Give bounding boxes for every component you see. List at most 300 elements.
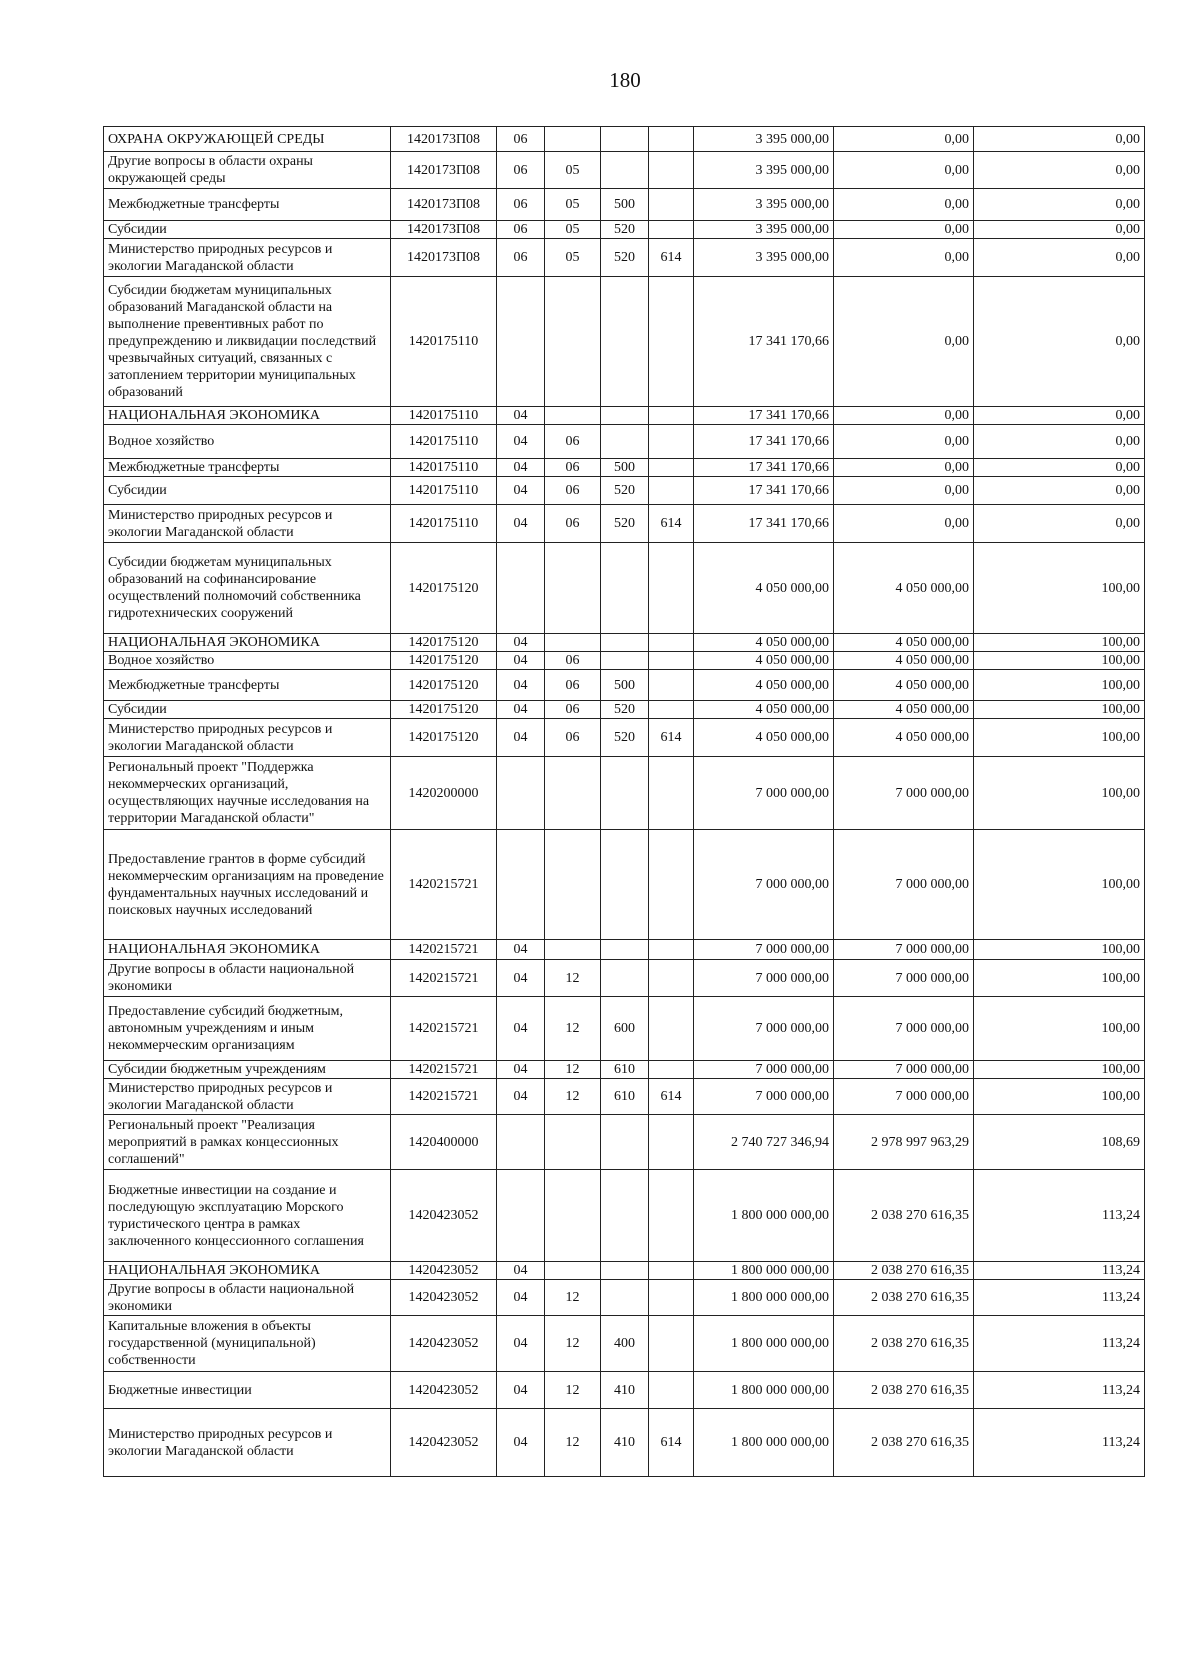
- executed-amount: 4 050 000,00: [834, 634, 974, 652]
- row-name: НАЦИОНАЛЬНАЯ ЭКОНОМИКА: [104, 407, 391, 425]
- table-row: [104, 152, 1145, 189]
- administrator-code: 614: [649, 1079, 694, 1115]
- planned-amount: 3 395 000,00: [694, 239, 834, 277]
- execution-percent: 113,24: [974, 1262, 1145, 1280]
- target-code: 1420215721: [391, 960, 497, 997]
- executed-amount: 0,00: [834, 477, 974, 505]
- section-code: 04: [497, 652, 545, 670]
- section-code: 04: [497, 1409, 545, 1477]
- row-name: Предоставление субсидий бюджетным, автономным учреждениям и иным некоммерческим организациям: [104, 997, 391, 1061]
- administrator-code: [649, 830, 694, 940]
- execution-percent: 100,00: [974, 701, 1145, 719]
- administrator-code: 614: [649, 719, 694, 757]
- expense-type-code: [601, 757, 649, 830]
- subsection-code: 12: [545, 1409, 601, 1477]
- executed-amount: 0,00: [834, 221, 974, 239]
- expense-type-code: [601, 1115, 649, 1170]
- administrator-code: [649, 1170, 694, 1262]
- row-name: Другие вопросы в области национальной экономики: [104, 960, 391, 997]
- table-row: [104, 701, 1145, 719]
- row-name: НАЦИОНАЛЬНАЯ ЭКОНОМИКА: [104, 940, 391, 960]
- administrator-code: [649, 940, 694, 960]
- executed-amount: 0,00: [834, 459, 974, 477]
- executed-amount: 7 000 000,00: [834, 940, 974, 960]
- executed-amount: 4 050 000,00: [834, 670, 974, 701]
- execution-percent: 100,00: [974, 670, 1145, 701]
- planned-amount: 4 050 000,00: [694, 634, 834, 652]
- administrator-code: [649, 407, 694, 425]
- row-name: Министерство природных ресурсов и экологии Магаданской области: [104, 239, 391, 277]
- target-code: 1420175110: [391, 459, 497, 477]
- subsection-code: 06: [545, 701, 601, 719]
- subsection-code: 06: [545, 719, 601, 757]
- planned-amount: 1 800 000 000,00: [694, 1170, 834, 1262]
- execution-percent: 100,00: [974, 830, 1145, 940]
- target-code: 1420173П08: [391, 152, 497, 189]
- planned-amount: 7 000 000,00: [694, 997, 834, 1061]
- target-code: 1420423052: [391, 1316, 497, 1372]
- row-name: Субсидии: [104, 701, 391, 719]
- section-code: [497, 277, 545, 407]
- section-code: 04: [497, 459, 545, 477]
- section-code: [497, 1115, 545, 1170]
- planned-amount: 4 050 000,00: [694, 670, 834, 701]
- section-code: 04: [497, 407, 545, 425]
- section-code: 06: [497, 127, 545, 152]
- row-name: Субсидии: [104, 221, 391, 239]
- target-code: 1420175110: [391, 407, 497, 425]
- subsection-code: 12: [545, 1079, 601, 1115]
- expense-type-code: [601, 407, 649, 425]
- subsection-code: [545, 407, 601, 425]
- table-row: [104, 1115, 1145, 1170]
- table-row: [104, 757, 1145, 830]
- expense-type-code: 400: [601, 1316, 649, 1372]
- subsection-code: 06: [545, 505, 601, 543]
- target-code: 1420423052: [391, 1409, 497, 1477]
- expense-type-code: [601, 940, 649, 960]
- expense-type-code: 600: [601, 997, 649, 1061]
- target-code: 1420215721: [391, 830, 497, 940]
- table-row: [104, 940, 1145, 960]
- expense-type-code: 500: [601, 670, 649, 701]
- section-code: 04: [497, 960, 545, 997]
- subsection-code: 06: [545, 670, 601, 701]
- section-code: 06: [497, 239, 545, 277]
- planned-amount: 1 800 000 000,00: [694, 1280, 834, 1316]
- administrator-code: [649, 425, 694, 459]
- expense-type-code: 500: [601, 459, 649, 477]
- row-name: Межбюджетные трансферты: [104, 189, 391, 221]
- target-code: 1420175120: [391, 543, 497, 634]
- expense-type-code: [601, 960, 649, 997]
- execution-percent: 108,69: [974, 1115, 1145, 1170]
- subsection-code: 05: [545, 189, 601, 221]
- target-code: 1420175120: [391, 634, 497, 652]
- planned-amount: 7 000 000,00: [694, 960, 834, 997]
- row-name: Министерство природных ресурсов и экологии Магаданской области: [104, 1079, 391, 1115]
- row-name: Субсидии бюджетным учреждениям: [104, 1061, 391, 1079]
- administrator-code: [649, 634, 694, 652]
- execution-percent: 100,00: [974, 719, 1145, 757]
- target-code: 1420423052: [391, 1280, 497, 1316]
- executed-amount: 0,00: [834, 189, 974, 221]
- execution-percent: 0,00: [974, 239, 1145, 277]
- table-row: [104, 1170, 1145, 1262]
- row-name: НАЦИОНАЛЬНАЯ ЭКОНОМИКА: [104, 634, 391, 652]
- subsection-code: [545, 1115, 601, 1170]
- execution-percent: 0,00: [974, 425, 1145, 459]
- table-row: [104, 670, 1145, 701]
- section-code: 04: [497, 701, 545, 719]
- subsection-code: [545, 757, 601, 830]
- table-row: [104, 221, 1145, 239]
- administrator-code: 614: [649, 239, 694, 277]
- section-code: [497, 830, 545, 940]
- section-code: 06: [497, 221, 545, 239]
- expense-type-code: [601, 543, 649, 634]
- row-name: Другие вопросы в области национальной экономики: [104, 1280, 391, 1316]
- execution-percent: 100,00: [974, 634, 1145, 652]
- subsection-code: 06: [545, 477, 601, 505]
- planned-amount: 7 000 000,00: [694, 830, 834, 940]
- planned-amount: 1 800 000 000,00: [694, 1262, 834, 1280]
- executed-amount: 2 038 270 616,35: [834, 1262, 974, 1280]
- administrator-code: [649, 543, 694, 634]
- expense-type-code: 520: [601, 701, 649, 719]
- executed-amount: 0,00: [834, 127, 974, 152]
- planned-amount: 3 395 000,00: [694, 221, 834, 239]
- subsection-code: 05: [545, 239, 601, 277]
- planned-amount: 4 050 000,00: [694, 543, 834, 634]
- table-row: [104, 1061, 1145, 1079]
- target-code: 1420423052: [391, 1262, 497, 1280]
- section-code: 04: [497, 1316, 545, 1372]
- expense-type-code: 520: [601, 477, 649, 505]
- expense-type-code: 410: [601, 1409, 649, 1477]
- subsection-code: 12: [545, 1061, 601, 1079]
- row-name: Министерство природных ресурсов и экологии Магаданской области: [104, 505, 391, 543]
- row-name: Министерство природных ресурсов и экологии Магаданской области: [104, 1409, 391, 1477]
- planned-amount: 17 341 170,66: [694, 505, 834, 543]
- table-row: [104, 459, 1145, 477]
- administrator-code: [649, 1262, 694, 1280]
- administrator-code: [649, 1061, 694, 1079]
- planned-amount: 7 000 000,00: [694, 940, 834, 960]
- section-code: 04: [497, 1372, 545, 1409]
- table-row: [104, 652, 1145, 670]
- row-name: Бюджетные инвестиции на создание и последующую эксплуатацию Морского туристического центра в рамках заключенного концессионного соглашения: [104, 1170, 391, 1262]
- target-code: 1420175120: [391, 719, 497, 757]
- table-row: [104, 960, 1145, 997]
- execution-percent: 100,00: [974, 1079, 1145, 1115]
- expense-type-code: [601, 127, 649, 152]
- execution-percent: 113,24: [974, 1409, 1145, 1477]
- table-row: [104, 477, 1145, 505]
- administrator-code: [649, 277, 694, 407]
- section-code: 06: [497, 189, 545, 221]
- subsection-code: 12: [545, 997, 601, 1061]
- execution-percent: 113,24: [974, 1316, 1145, 1372]
- planned-amount: 17 341 170,66: [694, 425, 834, 459]
- administrator-code: 614: [649, 505, 694, 543]
- executed-amount: 0,00: [834, 407, 974, 425]
- row-name: Министерство природных ресурсов и экологии Магаданской области: [104, 719, 391, 757]
- subsection-code: [545, 277, 601, 407]
- section-code: 04: [497, 1079, 545, 1115]
- subsection-code: 06: [545, 652, 601, 670]
- row-name: Предоставление грантов в форме субсидий некоммерческим организациям на проведение фундаментальных научных исследований и поисковых научных исследований: [104, 830, 391, 940]
- target-code: 1420175110: [391, 477, 497, 505]
- execution-percent: 0,00: [974, 505, 1145, 543]
- row-name: НАЦИОНАЛЬНАЯ ЭКОНОМИКА: [104, 1262, 391, 1280]
- administrator-code: [649, 152, 694, 189]
- execution-percent: 100,00: [974, 960, 1145, 997]
- table-row: [104, 1316, 1145, 1372]
- execution-percent: 100,00: [974, 940, 1145, 960]
- table-row: [104, 1409, 1145, 1477]
- section-code: 06: [497, 152, 545, 189]
- execution-percent: 0,00: [974, 221, 1145, 239]
- expense-type-code: 500: [601, 189, 649, 221]
- target-code: 1420215721: [391, 940, 497, 960]
- executed-amount: 2 978 997 963,29: [834, 1115, 974, 1170]
- administrator-code: [649, 127, 694, 152]
- expense-type-code: [601, 634, 649, 652]
- administrator-code: [649, 477, 694, 505]
- executed-amount: 2 038 270 616,35: [834, 1280, 974, 1316]
- administrator-code: [649, 221, 694, 239]
- row-name: Межбюджетные трансферты: [104, 459, 391, 477]
- target-code: 1420215721: [391, 997, 497, 1061]
- section-code: 04: [497, 505, 545, 543]
- administrator-code: [649, 1115, 694, 1170]
- table-row: [104, 719, 1145, 757]
- table-row: [104, 239, 1145, 277]
- executed-amount: 4 050 000,00: [834, 543, 974, 634]
- planned-amount: 3 395 000,00: [694, 152, 834, 189]
- table-row: [104, 277, 1145, 407]
- executed-amount: 7 000 000,00: [834, 960, 974, 997]
- row-name: Субсидии бюджетам муниципальных образований на софинансирование осуществлений полномочий собственника гидротехнических сооружений: [104, 543, 391, 634]
- executed-amount: 7 000 000,00: [834, 757, 974, 830]
- expense-type-code: 520: [601, 239, 649, 277]
- executed-amount: 7 000 000,00: [834, 1061, 974, 1079]
- expense-type-code: 520: [601, 221, 649, 239]
- row-name: Водное хозяйство: [104, 652, 391, 670]
- planned-amount: 1 800 000 000,00: [694, 1372, 834, 1409]
- section-code: 04: [497, 1280, 545, 1316]
- execution-percent: 100,00: [974, 543, 1145, 634]
- executed-amount: 7 000 000,00: [834, 1079, 974, 1115]
- row-name: Водное хозяйство: [104, 425, 391, 459]
- administrator-code: [649, 1372, 694, 1409]
- execution-percent: 0,00: [974, 189, 1145, 221]
- execution-percent: 0,00: [974, 152, 1145, 189]
- section-code: 04: [497, 634, 545, 652]
- table-row: [104, 1372, 1145, 1409]
- target-code: 1420423052: [391, 1170, 497, 1262]
- expense-type-code: 610: [601, 1061, 649, 1079]
- planned-amount: 2 740 727 346,94: [694, 1115, 834, 1170]
- row-name: Капитальные вложения в объекты государственной (муниципальной) собственности: [104, 1316, 391, 1372]
- row-name: Региональный проект "Реализация мероприятий в рамках концессионных соглашений": [104, 1115, 391, 1170]
- target-code: 1420173П08: [391, 221, 497, 239]
- expense-type-code: [601, 652, 649, 670]
- execution-percent: 0,00: [974, 277, 1145, 407]
- row-name: Субсидии бюджетам муниципальных образований Магаданской области на выполнение превентивных работ по предупреждению и ликвидации последствий чрезвычайных ситуаций, связанных с затоплением территории муниципальных образований: [104, 277, 391, 407]
- administrator-code: [649, 459, 694, 477]
- planned-amount: 7 000 000,00: [694, 757, 834, 830]
- target-code: 1420175120: [391, 701, 497, 719]
- row-name: ОХРАНА ОКРУЖАЮЩЕЙ СРЕДЫ: [104, 127, 391, 152]
- section-code: 04: [497, 477, 545, 505]
- execution-percent: 100,00: [974, 997, 1145, 1061]
- administrator-code: [649, 997, 694, 1061]
- subsection-code: [545, 634, 601, 652]
- subsection-code: 06: [545, 459, 601, 477]
- execution-percent: 100,00: [974, 1061, 1145, 1079]
- execution-percent: 113,24: [974, 1280, 1145, 1316]
- section-code: 04: [497, 719, 545, 757]
- target-code: 1420175120: [391, 670, 497, 701]
- target-code: 1420200000: [391, 757, 497, 830]
- section-code: [497, 543, 545, 634]
- executed-amount: 0,00: [834, 239, 974, 277]
- section-code: 04: [497, 425, 545, 459]
- executed-amount: 2 038 270 616,35: [834, 1372, 974, 1409]
- execution-percent: 0,00: [974, 459, 1145, 477]
- execution-percent: 100,00: [974, 652, 1145, 670]
- row-name: Субсидии: [104, 477, 391, 505]
- executed-amount: 0,00: [834, 277, 974, 407]
- expense-type-code: [601, 1170, 649, 1262]
- executed-amount: 0,00: [834, 152, 974, 189]
- section-code: 04: [497, 997, 545, 1061]
- planned-amount: 7 000 000,00: [694, 1079, 834, 1115]
- administrator-code: [649, 1280, 694, 1316]
- administrator-code: [649, 1316, 694, 1372]
- table-row: [104, 407, 1145, 425]
- executed-amount: 0,00: [834, 425, 974, 459]
- executed-amount: 2 038 270 616,35: [834, 1316, 974, 1372]
- section-code: 04: [497, 1061, 545, 1079]
- table-row: [104, 997, 1145, 1061]
- planned-amount: 17 341 170,66: [694, 477, 834, 505]
- execution-percent: 0,00: [974, 127, 1145, 152]
- page-number: 180: [609, 68, 641, 92]
- planned-amount: 17 341 170,66: [694, 459, 834, 477]
- expense-type-code: [601, 277, 649, 407]
- expense-type-code: [601, 830, 649, 940]
- executed-amount: 7 000 000,00: [834, 830, 974, 940]
- target-code: 1420423052: [391, 1372, 497, 1409]
- planned-amount: 4 050 000,00: [694, 701, 834, 719]
- table-row: [104, 1079, 1145, 1115]
- table-row: [104, 1262, 1145, 1280]
- expense-type-code: 520: [601, 719, 649, 757]
- table-row: [104, 127, 1145, 152]
- subsection-code: [545, 830, 601, 940]
- target-code: 1420400000: [391, 1115, 497, 1170]
- section-code: [497, 757, 545, 830]
- administrator-code: [649, 701, 694, 719]
- target-code: 1420215721: [391, 1061, 497, 1079]
- section-code: 04: [497, 1262, 545, 1280]
- subsection-code: [545, 1170, 601, 1262]
- target-code: 1420215721: [391, 1079, 497, 1115]
- planned-amount: 7 000 000,00: [694, 1061, 834, 1079]
- table-row: [104, 189, 1145, 221]
- target-code: 1420175120: [391, 652, 497, 670]
- row-name: Бюджетные инвестиции: [104, 1372, 391, 1409]
- planned-amount: 4 050 000,00: [694, 652, 834, 670]
- subsection-code: 06: [545, 425, 601, 459]
- section-code: [497, 1170, 545, 1262]
- administrator-code: [649, 189, 694, 221]
- section-code: 04: [497, 670, 545, 701]
- planned-amount: 3 395 000,00: [694, 127, 834, 152]
- planned-amount: 1 800 000 000,00: [694, 1316, 834, 1372]
- executed-amount: 4 050 000,00: [834, 719, 974, 757]
- row-name: Региональный проект "Поддержка некоммерческих организаций, осуществляющих научные исследования на территории Магаданской области": [104, 757, 391, 830]
- execution-percent: 0,00: [974, 477, 1145, 505]
- executed-amount: 2 038 270 616,35: [834, 1170, 974, 1262]
- executed-amount: 4 050 000,00: [834, 652, 974, 670]
- table-row: [104, 830, 1145, 940]
- table-row: [104, 1280, 1145, 1316]
- target-code: 1420173П08: [391, 127, 497, 152]
- subsection-code: 12: [545, 960, 601, 997]
- executed-amount: 4 050 000,00: [834, 701, 974, 719]
- expense-type-code: 410: [601, 1372, 649, 1409]
- row-name: Межбюджетные трансферты: [104, 670, 391, 701]
- target-code: 1420173П08: [391, 239, 497, 277]
- expense-type-code: 610: [601, 1079, 649, 1115]
- expense-type-code: [601, 1262, 649, 1280]
- planned-amount: 1 800 000 000,00: [694, 1409, 834, 1477]
- section-code: 04: [497, 940, 545, 960]
- execution-percent: 113,24: [974, 1372, 1145, 1409]
- execution-percent: 100,00: [974, 757, 1145, 830]
- row-name: Другие вопросы в области охраны окружающей среды: [104, 152, 391, 189]
- subsection-code: [545, 543, 601, 634]
- planned-amount: 4 050 000,00: [694, 719, 834, 757]
- expense-type-code: [601, 425, 649, 459]
- subsection-code: 05: [545, 221, 601, 239]
- table-row: [104, 505, 1145, 543]
- administrator-code: [649, 670, 694, 701]
- planned-amount: 17 341 170,66: [694, 407, 834, 425]
- expense-type-code: [601, 152, 649, 189]
- executed-amount: 2 038 270 616,35: [834, 1409, 974, 1477]
- expense-type-code: 520: [601, 505, 649, 543]
- subsection-code: [545, 1262, 601, 1280]
- execution-percent: 0,00: [974, 407, 1145, 425]
- table-row: [104, 425, 1145, 459]
- table-row: [104, 634, 1145, 652]
- budget-table: [103, 126, 1145, 1477]
- expense-type-code: [601, 1280, 649, 1316]
- table-row: [104, 543, 1145, 634]
- subsection-code: [545, 127, 601, 152]
- target-code: 1420175110: [391, 277, 497, 407]
- subsection-code: 12: [545, 1280, 601, 1316]
- execution-percent: 113,24: [974, 1170, 1145, 1262]
- budget-table-body: [104, 127, 1145, 1477]
- target-code: 1420175110: [391, 425, 497, 459]
- target-code: 1420173П08: [391, 189, 497, 221]
